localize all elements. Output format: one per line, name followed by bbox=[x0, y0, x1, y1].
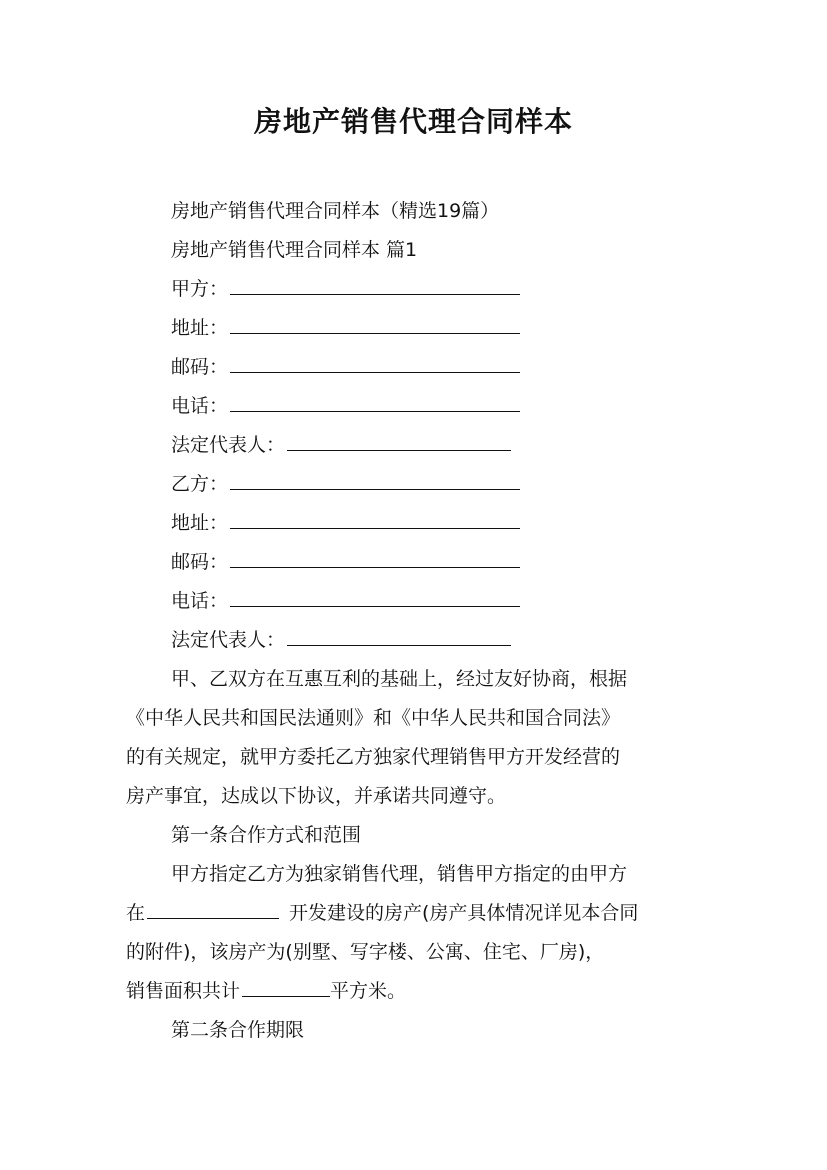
party-a-label: 甲方： bbox=[171, 278, 229, 300]
section-1-text: 的附件)，该房产为(别墅、写字楼、公寓、住宅、厂房)， bbox=[126, 941, 605, 963]
party-a-postcode-field bbox=[126, 348, 726, 387]
party-b-label: 乙方： bbox=[171, 473, 229, 495]
party-b-postcode-blank bbox=[230, 545, 520, 568]
party-b-address-field bbox=[126, 504, 726, 543]
party-a-address-blank bbox=[230, 311, 520, 334]
party-a-postcode-label: 邮码： bbox=[171, 356, 229, 378]
section-1-text: 甲方指定乙方为独家销售代理，销售甲方指定的由甲方 bbox=[171, 863, 628, 885]
party-b-rep-label: 法定代表人： bbox=[171, 629, 286, 651]
party-b-postcode-label: 邮码： bbox=[171, 551, 229, 573]
party-b-phone-blank bbox=[230, 584, 520, 607]
party-b-phone-field bbox=[126, 582, 726, 621]
section-1-location-suffix: 开发建设的房产(房产具体情况详见本合同 bbox=[289, 902, 639, 924]
party-a-blank bbox=[230, 272, 520, 295]
document-body bbox=[126, 192, 726, 1050]
party-a-phone-field bbox=[126, 387, 726, 426]
party-b-address-label: 地址： bbox=[171, 512, 229, 534]
party-a-phone-blank bbox=[230, 389, 520, 412]
party-b-field bbox=[126, 465, 726, 504]
party-b-rep-blank bbox=[287, 623, 511, 646]
intro-line: 房产事宜，达成以下协议，并承诺共同遵守。 bbox=[126, 785, 507, 807]
location-blank bbox=[147, 896, 279, 919]
section-1-heading: 第一条合作方式和范围 bbox=[171, 824, 362, 846]
party-a-address-field bbox=[126, 309, 726, 348]
party-a-rep-label: 法定代表人： bbox=[171, 434, 286, 456]
section-1-area-line bbox=[126, 972, 726, 1011]
area-blank bbox=[242, 974, 330, 997]
section-1-area-suffix: 平方米。 bbox=[330, 980, 407, 1002]
document-title: 房地产销售代理合同样本 bbox=[253, 105, 573, 138]
party-b-rep-field bbox=[126, 621, 726, 660]
section-2-heading: 第二条合作期限 bbox=[171, 1019, 305, 1041]
intro-line: 的有关规定，就甲方委托乙方独家代理销售甲方开发经营的 bbox=[126, 746, 621, 768]
intro-line: 甲、乙双方在互惠互利的基础上，经过友好协商，根据 bbox=[171, 668, 628, 690]
party-a-phone-label: 电话： bbox=[171, 395, 229, 417]
intro-line: 《中华人民共和国民法通则》和《中华人民共和国合同法》 bbox=[126, 707, 621, 729]
party-b-address-blank bbox=[230, 506, 520, 529]
party-a-rep-field bbox=[126, 426, 726, 465]
party-b-blank bbox=[230, 467, 520, 490]
party-a-postcode-blank bbox=[230, 350, 520, 373]
party-b-postcode-field bbox=[126, 543, 726, 582]
party-a-address-label: 地址： bbox=[171, 317, 229, 339]
section-1-area-prefix: 销售面积共计 bbox=[126, 980, 241, 1002]
party-b-phone-label: 电话： bbox=[171, 590, 229, 612]
party-a-rep-blank bbox=[287, 428, 511, 451]
section-1-location-line bbox=[126, 894, 726, 933]
article-heading: 房地产销售代理合同样本 篇1 bbox=[171, 239, 418, 261]
party-a-field bbox=[126, 270, 726, 309]
section-1-location-prefix: 在 bbox=[126, 902, 146, 924]
document-subtitle: 房地产销售代理合同样本（精选19篇） bbox=[171, 200, 500, 222]
